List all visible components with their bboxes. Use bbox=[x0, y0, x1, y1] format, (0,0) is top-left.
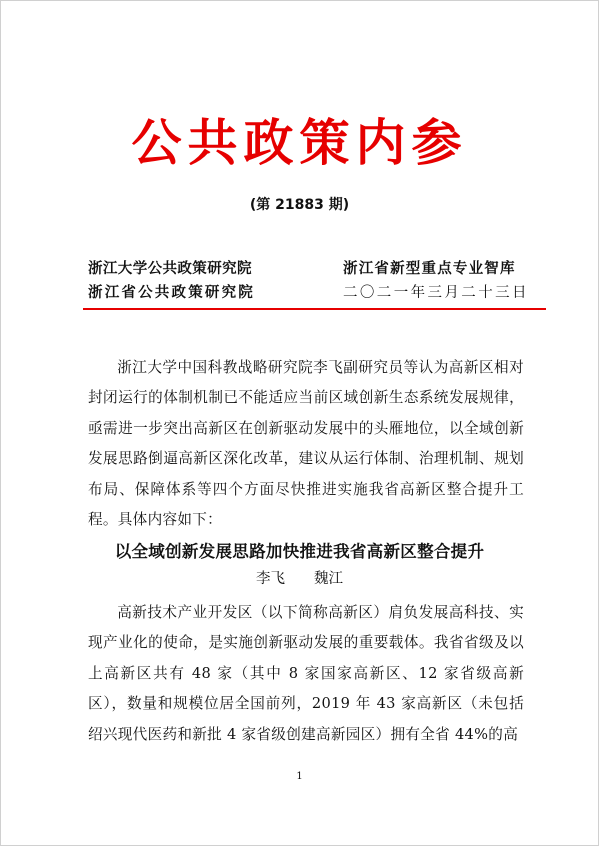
masthead-title: 公共政策内参 bbox=[131, 113, 468, 172]
issue-number: (第 21883 期) bbox=[249, 197, 350, 213]
intro-paragraph: 浙江大学中国科教战略研究院李飞副研究员等认为高新区相对封闭运行的体制机制已不能适应当前区域创新生态系统发展规律，亟需进一步突出高新区在创新驱动发展中的头雁地位，以全域创新发展思路倒逼高新区深化改革，建议从运行体制、治理机制、规划布局、保障体系等四个方面尽快推进实施我省高新区整合提升工程。具体内容如下： bbox=[88, 359, 524, 529]
article-authors: 李飞 魏江 bbox=[256, 571, 343, 587]
article-title: 以全域创新发展思路加快推进我省高新区整合提升 bbox=[114, 542, 485, 561]
institute-name-1: 浙江大学公共政策研究院 bbox=[88, 261, 252, 277]
page-number: 1 bbox=[296, 771, 303, 782]
red-divider-rule bbox=[83, 308, 546, 310]
think-tank-label: 浙江省新型重点专业智库 bbox=[343, 261, 516, 277]
publication-date: 二〇二一年三月二十三日 bbox=[343, 285, 529, 301]
institute-name-2: 浙江省公共政策研究院 bbox=[88, 285, 255, 301]
article-body-paragraph: 高新技术产业开发区（以下简称高新区）肩负发展高科技、实现产业化的使命，是实施创新驱动发展的重要载体。我省省级及以上高新区共有 48 家（其中 8 家国家高新区、12 家省级高新区），数量和规模位居全国前列，2019 年 43 家高新区（未包括绍兴现代医药和新批 4 家省级创建高新园区）拥有全省 44%的高 bbox=[88, 604, 524, 743]
